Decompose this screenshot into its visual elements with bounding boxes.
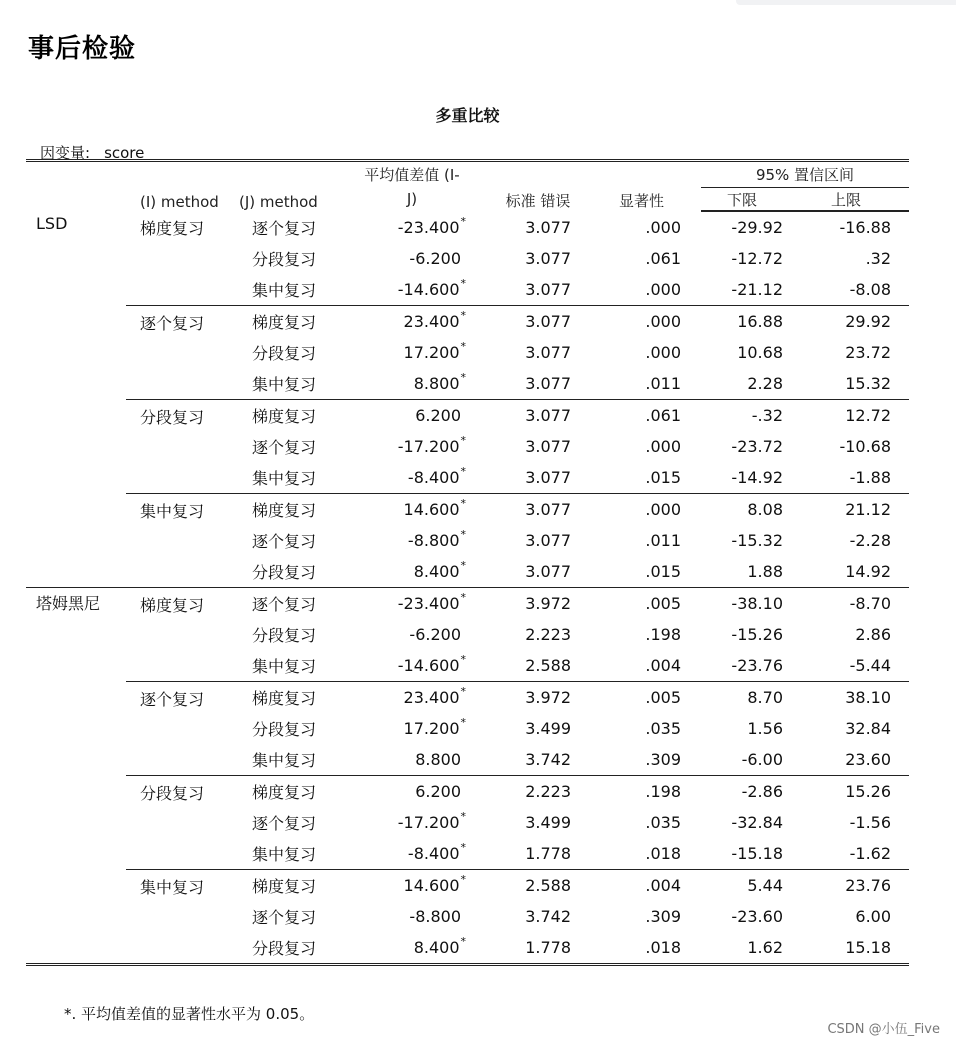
significance-star: * (460, 685, 466, 698)
significance-star: * (460, 716, 466, 729)
significance-cell: .000 (645, 280, 681, 299)
table-row (26, 400, 909, 432)
mean-difference-value: 17.200 (403, 719, 460, 738)
upper-bound-cell: 2.86 (855, 625, 892, 644)
i-method-cell: 逐个复习 (126, 682, 239, 776)
mean-difference-cell (339, 713, 485, 744)
mean-difference-cell (339, 807, 485, 838)
std-error-cell: 3.077 (525, 374, 571, 393)
j-method-cell: 集中复习 (252, 845, 317, 864)
i-method-cell: 逐个复习 (126, 306, 239, 400)
i-method-cell: 分段复习 (126, 400, 239, 494)
mean-difference-cell (339, 838, 485, 870)
significance-cell: .000 (591, 494, 701, 526)
upper-bound-cell: 14.92 (845, 562, 892, 581)
dependent-variable-label: 因变量: (40, 144, 91, 162)
mean-difference-value: -8.400 (407, 844, 460, 863)
upper-bound-cell: -8.08 (849, 280, 892, 299)
significance-cell: .015 (645, 468, 681, 487)
mean-difference-value: -17.200 (397, 813, 460, 832)
top-bar-edge (736, 0, 956, 5)
significance-cell: .018 (645, 938, 681, 957)
j-method-cell: 梯度复习 (239, 306, 339, 338)
mean-difference-value: -23.400 (397, 217, 460, 237)
upper-bound-cell: -2.28 (849, 531, 892, 550)
significance-cell: .000 (645, 437, 681, 456)
mean-difference-value: -8.800 (409, 907, 461, 926)
table-bottom-rule (26, 963, 909, 966)
j-method-cell: 逐个复习 (252, 532, 317, 551)
lower-bound-cell: -15.32 (731, 531, 783, 550)
significance-star: * (460, 465, 466, 478)
mean-difference-cell (339, 901, 485, 932)
j-method-cell: 集中复习 (252, 469, 317, 488)
significance-star: * (460, 214, 466, 228)
significance-cell: .000 (591, 306, 701, 338)
j-method-cell: 集中复习 (252, 751, 317, 770)
lower-bound-cell: 8.70 (701, 682, 803, 714)
header-empty (26, 161, 126, 212)
header-j-method: (J) method (239, 193, 318, 211)
mean-difference-value: 8.400 (413, 938, 460, 957)
significance-star: * (460, 434, 466, 447)
table-row (26, 211, 909, 243)
mean-difference-value: 8.800 (415, 750, 461, 769)
significance-cell: .004 (645, 656, 681, 675)
mean-difference-value: 17.200 (403, 343, 460, 362)
std-error-cell: 3.742 (525, 750, 571, 769)
header-mean-difference (339, 161, 485, 212)
std-error-cell: 3.972 (485, 588, 591, 620)
header-i-method: (I) method (140, 193, 219, 211)
lower-bound-cell: -14.92 (731, 468, 783, 487)
mean-difference-value: 23.400 (403, 688, 460, 707)
mean-difference-value: 6.200 (415, 406, 461, 425)
mean-difference-value: 23.400 (403, 312, 460, 331)
upper-bound-cell: 23.72 (845, 343, 892, 362)
significance-cell: .011 (645, 374, 681, 393)
i-method-cell: 集中复习 (126, 494, 239, 588)
table-row (26, 306, 909, 338)
lower-bound-cell: -2.86 (701, 776, 803, 808)
std-error-cell: 2.223 (485, 776, 591, 808)
upper-bound-cell: 15.26 (803, 776, 909, 808)
j-method-cell: 逐个复习 (252, 218, 317, 238)
std-error-cell: 3.077 (525, 343, 571, 362)
header-significance: 显著性 (619, 192, 665, 210)
significance-cell: .309 (645, 907, 681, 926)
std-error-cell: 3.077 (485, 494, 591, 526)
mean-difference-cell (339, 588, 485, 620)
std-error-cell: 3.077 (525, 280, 571, 299)
lower-bound-cell: -23.76 (731, 656, 783, 675)
significance-cell: .035 (645, 813, 681, 832)
mean-difference-value: -17.200 (397, 437, 460, 456)
j-method-cell: 集中复习 (252, 657, 317, 676)
header-lower-bound: 下限 (701, 188, 803, 212)
j-method-cell: 分段复习 (252, 250, 317, 269)
mean-difference-value: 8.400 (413, 562, 460, 581)
j-method-cell: 逐个复习 (239, 588, 339, 620)
std-error-cell: 3.077 (525, 562, 571, 581)
lower-bound-cell: 1.56 (747, 719, 783, 738)
significance-star: * (460, 371, 466, 384)
j-method-cell: 集中复习 (252, 375, 317, 394)
table-title: 多重比较 (435, 106, 500, 125)
i-method-cell: 梯度复习 (140, 219, 205, 238)
significance-cell: .011 (645, 531, 681, 550)
table-row (26, 682, 909, 714)
lower-bound-cell: 1.62 (747, 938, 783, 957)
significance-cell: .005 (591, 682, 701, 714)
significance-star: * (460, 497, 466, 510)
std-error-cell: 3.077 (485, 306, 591, 338)
significance-cell: .035 (645, 719, 681, 738)
mean-difference-cell (339, 306, 485, 338)
upper-bound-cell: 29.92 (803, 306, 909, 338)
upper-bound-cell: -10.68 (839, 437, 892, 456)
lower-bound-cell: -6.00 (741, 750, 783, 769)
header-mean-difference-line1: 平均值差值 (I- (364, 166, 460, 184)
std-error-cell: 3.077 (525, 437, 571, 456)
upper-bound-cell: -1.62 (849, 844, 892, 863)
significance-cell: .000 (645, 217, 681, 237)
mean-difference-value: 6.200 (415, 782, 461, 801)
std-error-cell: 3.499 (525, 813, 571, 832)
mean-difference-cell (339, 556, 485, 588)
std-error-cell: 1.778 (525, 844, 571, 863)
mean-difference-cell (339, 870, 485, 902)
j-method-cell: 逐个复习 (252, 908, 317, 927)
significance-cell: .005 (591, 588, 701, 620)
method-label: LSD (36, 214, 68, 233)
j-method-cell: 梯度复习 (239, 776, 339, 808)
mean-difference-value: -14.600 (397, 656, 460, 675)
lower-bound-cell: -15.18 (731, 844, 783, 863)
j-method-cell: 逐个复习 (252, 438, 317, 457)
significance-star: * (460, 277, 466, 290)
std-error-cell: 3.972 (485, 682, 591, 714)
multiple-comparisons-table-wrap (26, 159, 909, 966)
std-error-cell: 3.077 (525, 249, 571, 268)
significance-star: * (460, 309, 466, 322)
upper-bound-cell: 6.00 (855, 907, 892, 926)
table-row (26, 588, 909, 620)
std-error-cell: 3.077 (525, 468, 571, 487)
i-method-cell: 分段复习 (126, 776, 239, 870)
mean-difference-cell (339, 776, 485, 808)
std-error-cell: 2.223 (525, 625, 571, 644)
significance-cell: .061 (645, 249, 681, 268)
std-error-cell: 3.499 (525, 719, 571, 738)
header-upper-bound: 上限 (803, 188, 909, 212)
j-method-cell: 梯度复习 (239, 870, 339, 902)
upper-bound-cell: 12.72 (803, 400, 909, 432)
significance-star: * (460, 559, 466, 572)
mean-difference-cell (339, 650, 485, 682)
upper-bound-cell: 23.60 (845, 750, 892, 769)
method-label: 塔姆黑尼 (26, 588, 126, 964)
lower-bound-cell: -21.12 (731, 280, 783, 299)
lower-bound-cell: -15.26 (731, 625, 783, 644)
mean-difference-cell (339, 368, 485, 400)
lower-bound-cell: -32.84 (731, 813, 783, 832)
mean-difference-value: 14.600 (403, 500, 460, 519)
significance-cell: .004 (591, 870, 701, 902)
mean-difference-cell (339, 494, 485, 526)
significance-star: * (460, 591, 466, 604)
std-error-cell: 3.077 (525, 217, 571, 237)
significance-cell: .018 (645, 844, 681, 863)
std-error-cell: 3.742 (525, 907, 571, 926)
mean-difference-cell (339, 243, 485, 274)
mean-difference-value: -14.600 (397, 280, 460, 299)
std-error-cell: 3.077 (525, 531, 571, 550)
upper-bound-cell: -8.70 (803, 588, 909, 620)
table-row (26, 870, 909, 902)
significance-star: * (460, 810, 466, 823)
mean-difference-value: 8.800 (413, 374, 460, 393)
i-method-cell: 集中复习 (126, 870, 239, 964)
j-method-cell: 梯度复习 (239, 400, 339, 432)
significance-star: * (460, 873, 466, 886)
i-method-cell: 梯度复习 (126, 588, 239, 682)
lower-bound-cell: -.32 (701, 400, 803, 432)
lower-bound-cell: 8.08 (701, 494, 803, 526)
lower-bound-cell: 5.44 (701, 870, 803, 902)
lower-bound-cell: -12.72 (731, 249, 783, 268)
table-row (26, 494, 909, 526)
mean-difference-cell (339, 744, 485, 776)
lower-bound-cell: -23.72 (731, 437, 783, 456)
j-method-cell: 梯度复习 (239, 494, 339, 526)
upper-bound-cell: 15.18 (845, 938, 892, 957)
mean-difference-cell (339, 462, 485, 494)
mean-difference-value: -6.200 (409, 625, 461, 644)
header-confidence-interval: 95% 置信区间 (701, 161, 909, 188)
watermark: CSDN @小伍_Five (827, 1022, 940, 1037)
lower-bound-cell: 1.88 (747, 562, 783, 581)
upper-bound-cell: .32 (865, 249, 892, 268)
significance-cell: .198 (645, 625, 681, 644)
upper-bound-cell: -1.88 (849, 468, 892, 487)
significance-star: * (460, 528, 466, 541)
mean-difference-cell (339, 525, 485, 556)
table-header (26, 161, 909, 212)
significance-cell: .000 (645, 343, 681, 362)
significance-cell: .309 (645, 750, 681, 769)
mean-difference-cell (339, 400, 485, 432)
mean-difference-cell (339, 274, 485, 306)
significance-cell: .198 (591, 776, 701, 808)
header-std-error: 标准 错误 (505, 192, 571, 210)
significance-star: * (460, 340, 466, 353)
mean-difference-cell (339, 337, 485, 368)
mean-difference-cell (339, 211, 485, 243)
lower-bound-cell: -23.60 (731, 907, 783, 926)
multiple-comparisons-table (26, 159, 909, 963)
table-body (26, 211, 909, 963)
j-method-cell: 逐个复习 (252, 814, 317, 833)
upper-bound-cell: 23.76 (803, 870, 909, 902)
std-error-cell: 2.588 (525, 656, 571, 675)
upper-bound-cell: -1.56 (849, 813, 892, 832)
mean-difference-cell (339, 932, 485, 963)
mean-difference-value: 14.600 (403, 876, 460, 895)
upper-bound-cell: 21.12 (803, 494, 909, 526)
upper-bound-cell: -16.88 (839, 218, 892, 237)
j-method-cell: 梯度复习 (239, 682, 339, 714)
lower-bound-cell: 2.28 (747, 374, 783, 393)
significance-star: * (460, 653, 466, 666)
lower-bound-cell: 10.68 (737, 343, 783, 362)
header-mean-difference-line2: J) (406, 190, 418, 208)
lower-bound-cell: -29.92 (731, 218, 783, 237)
j-method-cell: 集中复习 (252, 281, 317, 300)
dependent-variable-value: score (104, 144, 145, 162)
page-heading: 事后检验 (28, 34, 137, 64)
table-row (26, 776, 909, 808)
mean-difference-value: -23.400 (397, 594, 460, 613)
significance-cell: .061 (591, 400, 701, 432)
j-method-cell: 分段复习 (252, 344, 317, 363)
j-method-cell: 分段复习 (252, 939, 317, 958)
mean-difference-value: -8.400 (407, 468, 460, 487)
upper-bound-cell: -5.44 (849, 656, 892, 675)
mean-difference-cell (339, 682, 485, 714)
significance-star: * (460, 935, 466, 948)
std-error-cell: 2.588 (485, 870, 591, 902)
mean-difference-cell (339, 431, 485, 462)
j-method-cell: 分段复习 (252, 563, 317, 582)
std-error-cell: 1.778 (525, 938, 571, 957)
std-error-cell: 3.077 (485, 400, 591, 432)
j-method-cell: 分段复习 (252, 720, 317, 739)
mean-difference-value: -6.200 (409, 249, 461, 268)
mean-difference-value: -8.800 (407, 531, 460, 550)
mean-difference-cell (339, 619, 485, 650)
lower-bound-cell: -38.10 (701, 588, 803, 620)
upper-bound-cell: 38.10 (803, 682, 909, 714)
lower-bound-cell: 16.88 (701, 306, 803, 338)
footnote: *. 平均值差值的显著性水平为 0.05。 (64, 1005, 315, 1023)
upper-bound-cell: 32.84 (845, 719, 892, 738)
j-method-cell: 分段复习 (252, 626, 317, 645)
significance-cell: .015 (645, 562, 681, 581)
significance-star: * (460, 841, 466, 854)
upper-bound-cell: 15.32 (845, 374, 892, 393)
